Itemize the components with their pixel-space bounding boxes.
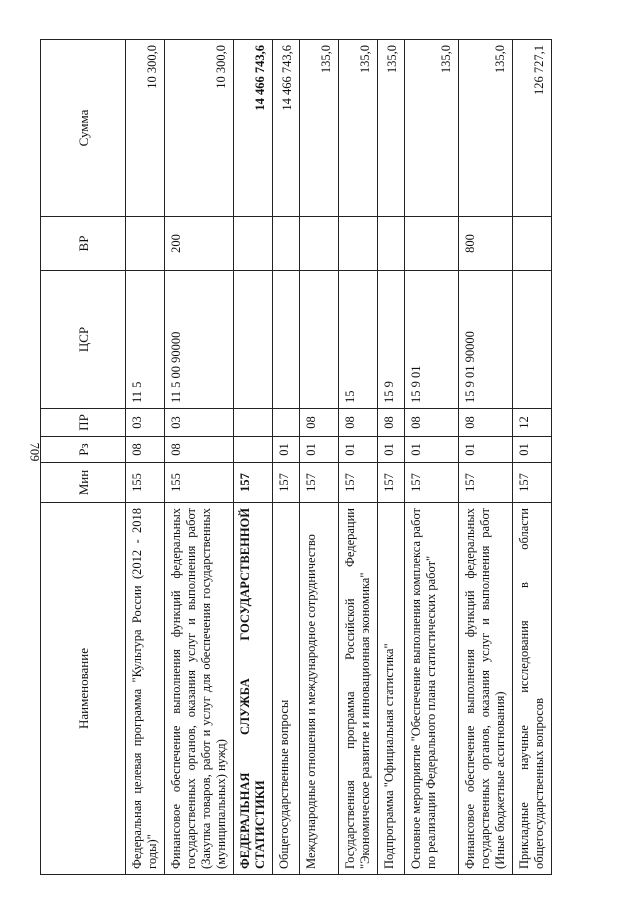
row-vr bbox=[405, 217, 459, 271]
table-row bbox=[378, 40, 405, 875]
row-vr bbox=[513, 217, 552, 271]
row-name: Общегосударственные вопросы bbox=[273, 503, 300, 875]
row-rz: 01 bbox=[405, 437, 459, 463]
row-min: 157 bbox=[459, 463, 513, 503]
row-pr: 12 bbox=[513, 409, 552, 437]
header-vr: ВР bbox=[41, 217, 126, 271]
row-name: Прикладные научные исследования в области общегосударственных вопросов bbox=[513, 503, 552, 875]
row-name: Федеральная целевая программа "Культура России (2012 - 2018 годы)" bbox=[126, 503, 165, 875]
row-pr: 03 bbox=[126, 409, 165, 437]
row-pr: 08 bbox=[405, 409, 459, 437]
row-csr: 11 5 bbox=[126, 271, 165, 409]
table-row bbox=[273, 40, 300, 875]
row-csr bbox=[300, 271, 339, 409]
row-rz: 01 bbox=[300, 437, 339, 463]
row-min: 157 bbox=[378, 463, 405, 503]
row-pr bbox=[273, 409, 300, 437]
row-name: Подпрограмма "Официальная статистика" bbox=[378, 503, 405, 875]
row-vr bbox=[126, 217, 165, 271]
row-min: 157 bbox=[273, 463, 300, 503]
row-vr bbox=[234, 217, 273, 271]
row-csr bbox=[513, 271, 552, 409]
row-name: Финансовое обеспечение выполнения функций федеральных государственных органов, оказания услуг и выполнения работ (Иные бюджетные ассигнования) bbox=[459, 503, 513, 875]
row-min: 157 bbox=[339, 463, 378, 503]
row-vr bbox=[378, 217, 405, 271]
row-csr: 15 9 01 90000 bbox=[459, 271, 513, 409]
row-csr bbox=[234, 271, 273, 409]
row-rz: 08 bbox=[165, 437, 234, 463]
row-name: Финансовое обеспечение выполнения функций федеральных государственных органов, оказания услуг и выполнения работ (Закупка товаров, работ и услуг для обеспечения государственных (муниципальных) нужд) bbox=[165, 503, 234, 875]
header-csr: ЦСР bbox=[41, 271, 126, 409]
row-name: Основное мероприятие "Обеспечение выполнения комплекса работ по реализации Федерального плана статистических работ" bbox=[405, 503, 459, 875]
row-sum: 135,0 bbox=[339, 40, 378, 217]
header-min: Мин bbox=[41, 463, 126, 503]
row-pr: 08 bbox=[378, 409, 405, 437]
table-row bbox=[339, 40, 378, 875]
row-pr: 08 bbox=[300, 409, 339, 437]
table-row bbox=[459, 40, 513, 875]
row-min: 155 bbox=[126, 463, 165, 503]
row-pr: 08 bbox=[339, 409, 378, 437]
table-header-row bbox=[41, 40, 126, 875]
row-vr bbox=[273, 217, 300, 271]
row-vr: 800 bbox=[459, 217, 513, 271]
header-rz: Рз bbox=[41, 437, 126, 463]
row-pr bbox=[234, 409, 273, 437]
table-row bbox=[513, 40, 552, 875]
row-sum: 135,0 bbox=[405, 40, 459, 217]
table-row bbox=[405, 40, 459, 875]
row-min: 157 bbox=[300, 463, 339, 503]
row-csr bbox=[273, 271, 300, 409]
row-min: 157 bbox=[234, 463, 273, 503]
row-csr: 11 5 00 90000 bbox=[165, 271, 234, 409]
row-rz: 01 bbox=[339, 437, 378, 463]
rotated-page bbox=[40, 40, 585, 875]
row-csr: 15 9 bbox=[378, 271, 405, 409]
row-pr: 03 bbox=[165, 409, 234, 437]
row-csr: 15 bbox=[339, 271, 378, 409]
row-rz: 01 bbox=[513, 437, 552, 463]
table-row bbox=[165, 40, 234, 875]
row-vr bbox=[300, 217, 339, 271]
row-rz: 01 bbox=[378, 437, 405, 463]
page-number: 709 bbox=[27, 442, 42, 462]
row-rz: 01 bbox=[459, 437, 513, 463]
row-sum: 135,0 bbox=[459, 40, 513, 217]
row-sum: 135,0 bbox=[300, 40, 339, 217]
row-sum: 126 727,1 bbox=[513, 40, 552, 217]
row-rz: 01 bbox=[273, 437, 300, 463]
header-sum: Сумма bbox=[41, 40, 126, 217]
row-min: 157 bbox=[405, 463, 459, 503]
table-row bbox=[300, 40, 339, 875]
row-name: ФЕДЕРАЛЬНАЯ СЛУЖБА ГОСУДАРСТВЕННОЙ СТАТИСТИКИ bbox=[234, 503, 273, 875]
header-name: Наименование bbox=[41, 503, 126, 875]
row-pr: 08 bbox=[459, 409, 513, 437]
header-pr: ПР bbox=[41, 409, 126, 437]
row-csr: 15 9 01 bbox=[405, 271, 459, 409]
table-row bbox=[234, 40, 273, 875]
row-min: 157 bbox=[513, 463, 552, 503]
row-sum: 14 466 743,6 bbox=[234, 40, 273, 217]
row-name: Государственная программа Российской Федерации "Экономическое развитие и инновационная экономика" bbox=[339, 503, 378, 875]
table-row bbox=[126, 40, 165, 875]
budget-table bbox=[40, 39, 552, 875]
row-sum: 10 300,0 bbox=[126, 40, 165, 217]
row-rz: 08 bbox=[126, 437, 165, 463]
row-sum: 135,0 bbox=[378, 40, 405, 217]
row-sum: 10 300,0 bbox=[165, 40, 234, 217]
row-min: 155 bbox=[165, 463, 234, 503]
row-name: Международные отношения и международное сотрудничество bbox=[300, 503, 339, 875]
row-sum: 14 466 743,6 bbox=[273, 40, 300, 217]
row-vr bbox=[339, 217, 378, 271]
row-vr: 200 bbox=[165, 217, 234, 271]
row-rz bbox=[234, 437, 273, 463]
